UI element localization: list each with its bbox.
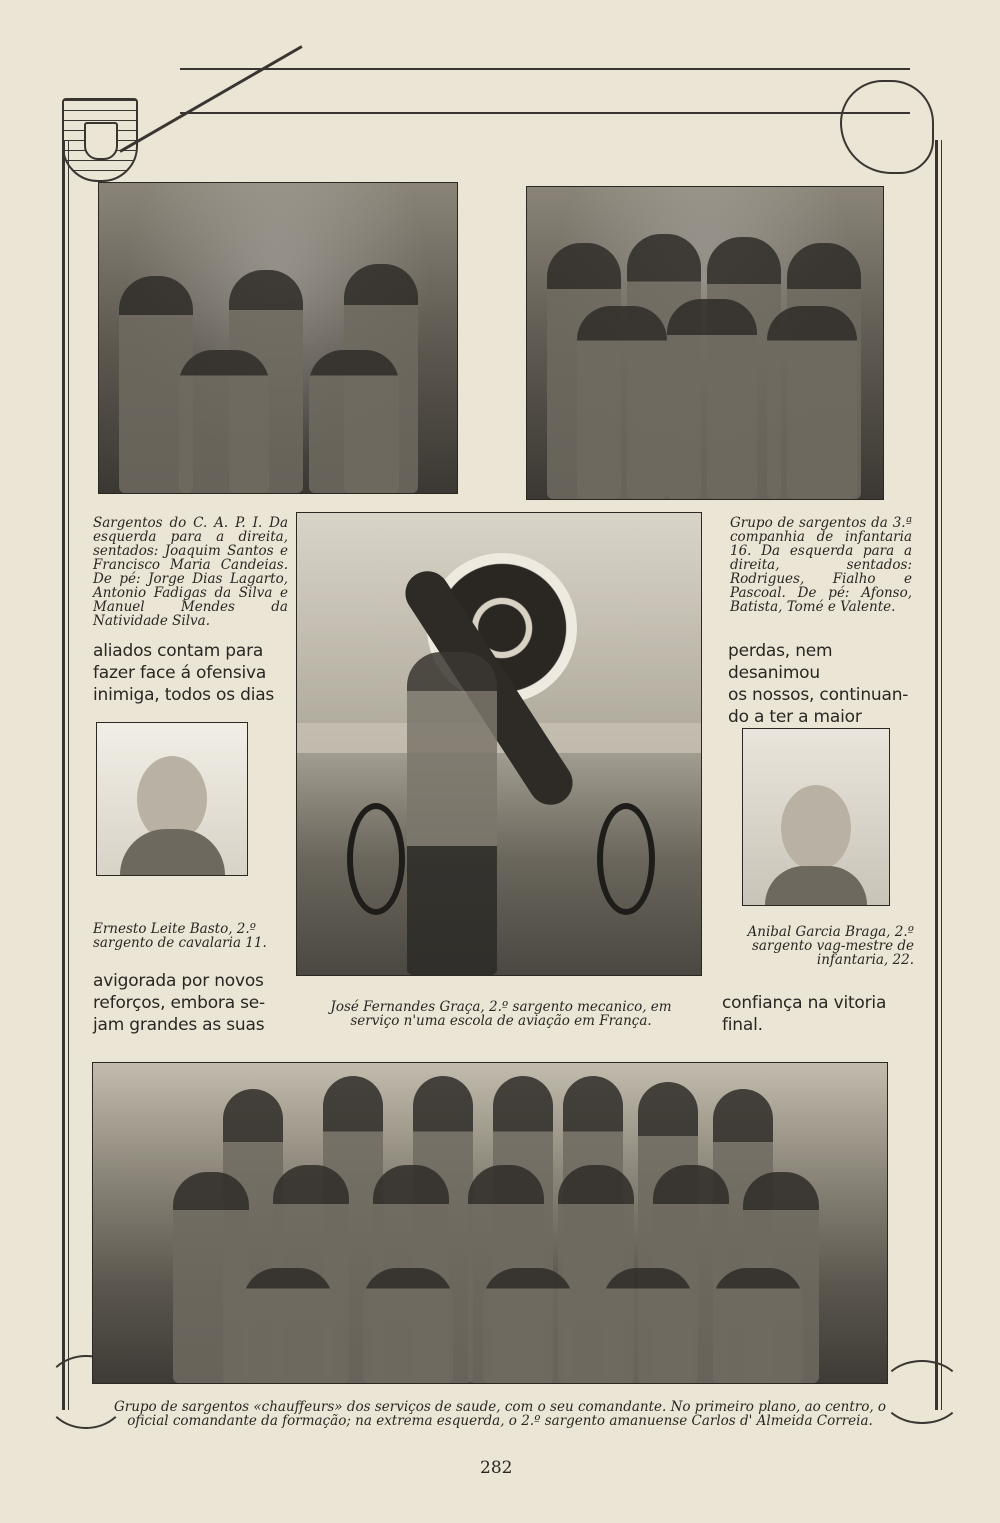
photo-ernesto-leite-basto: [96, 722, 248, 876]
banner-ornament: [180, 68, 910, 114]
photo-jose-fernandes-graca: [296, 512, 702, 976]
photo-sargentos-infantaria-16: [526, 186, 884, 500]
caption-left-portrait: Ernesto Leite Basto, 2.º sargento de cavalaria 11.: [93, 921, 267, 951]
page-number: 282: [480, 1458, 513, 1478]
scroll-ornament: [840, 80, 934, 174]
caption-center: José Fernandes Graça, 2.º sargento mecanico, em serviço n'uma escola de aviação em França.: [330, 999, 672, 1029]
caption-right-portrait: Anibal Garcia Braga, 2.º sargento vag-mestre de infantaria, 22.: [747, 924, 914, 968]
photo-sargentos-capi: [98, 182, 458, 494]
page-frame-left: [62, 140, 65, 1410]
photo-sargentos-chauffeurs: [92, 1062, 888, 1384]
caption-top-right: Grupo de sargentos da 3.ª companhia de infantaria 16. Da esquerda para a direita, sentados: Rodrigues, Fialho e Pascoal. De pé: Afonso, Batista, Tomé e Valente.: [730, 515, 912, 615]
body-text-left-2: avigorada por novos reforços, embora se- jam grandes as suas: [93, 971, 265, 1035]
coat-of-arms-icon: [62, 98, 138, 182]
caption-bottom: Grupo de sargentos «chauffeurs» dos serviços de saude, com o seu comandante. No primeiro plano, ao centro, o oficial comandante da formação; na extrema esquerda, o 2.º sargento amanuense Carlos d' Almeida Correia.: [113, 1399, 887, 1429]
body-text-right-1: perdas, nem desanimou os nossos, continuan- do a ter a maior: [728, 641, 909, 727]
photo-anibal-garcia-braga: [742, 728, 890, 906]
caption-top-left: Sargentos do C. A. P. I. Da esquerda para a direita, sentados: Joaquim Santos e Francisco Maria Candeias. De pé: Jorge Dias Lagarto, Antonio Fadigas da Silva e Manuel Mendes da Natividade Silva.: [93, 515, 288, 629]
page-frame-right: [935, 140, 938, 1410]
body-text-left-1: aliados contam para fazer face á ofensiva inimiga, todos os dias: [93, 641, 275, 705]
body-text-right-2: confiança na vitoria final.: [722, 993, 887, 1035]
